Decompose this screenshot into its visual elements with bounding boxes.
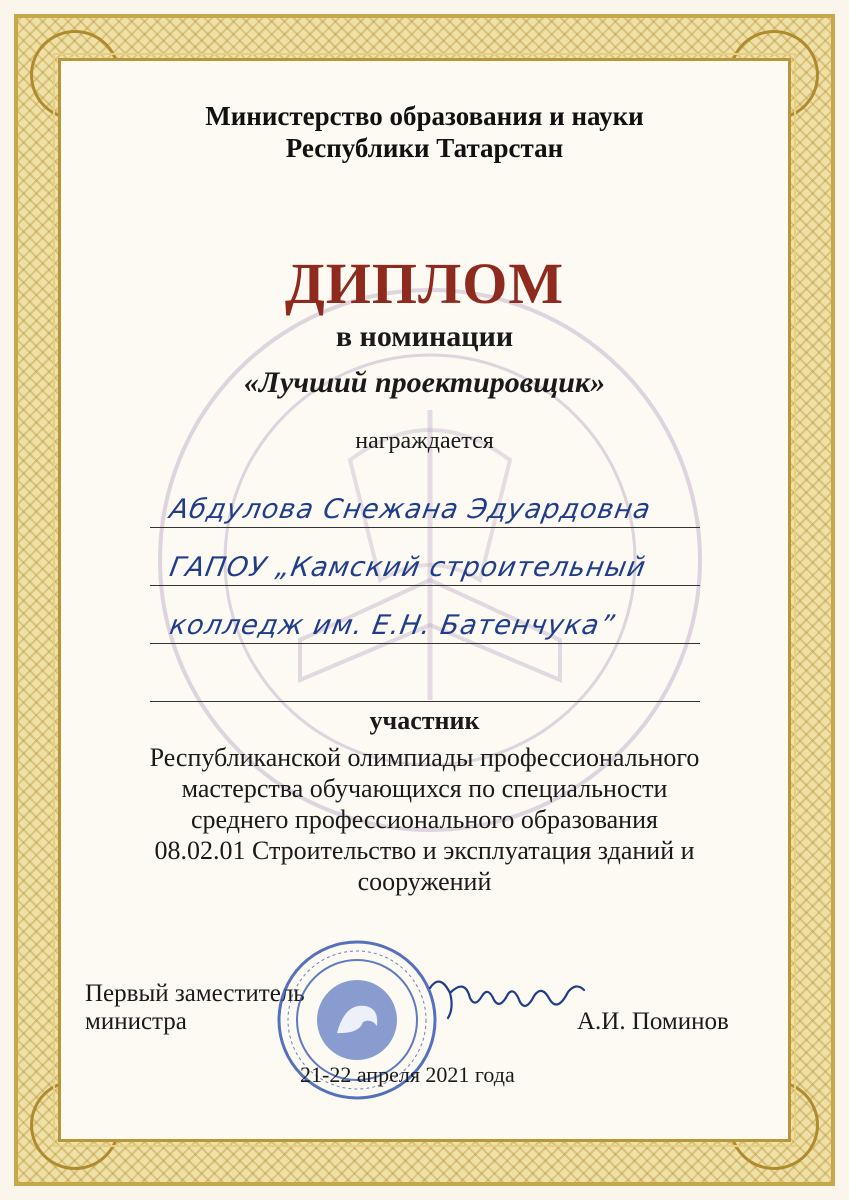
recipient-line: [150, 470, 700, 528]
participant-line-1: Республиканской олимпиады профессионального: [149, 743, 700, 772]
recipient-lines: [150, 470, 700, 702]
recipient-org-line-2: колледж им. Е.Н. Батенчука”: [167, 610, 618, 641]
recipient-name: Абдулова Снежана Эдуардовна: [167, 494, 654, 525]
nomination-name: «Лучший проектировщик»: [243, 366, 606, 399]
issue-date: 21-22 апреля 2021 года: [300, 1062, 515, 1087]
participant-line-3: среднего профессионального образования: [191, 805, 658, 834]
recipient-line: [150, 644, 700, 702]
ministry-line-1: Министерство образования и науки: [205, 101, 644, 131]
nomination-prefix: в номинации: [335, 320, 514, 353]
recipient-line: [150, 586, 700, 644]
ministry-line-2: Республики Татарстан: [285, 133, 564, 163]
ministry-header: [0, 100, 849, 164]
participant-heading: участник: [369, 706, 480, 735]
participant-line-5: сооружений: [357, 867, 492, 896]
recipient-line: [150, 528, 700, 586]
handwritten-signature-icon: [420, 968, 590, 1028]
participant-line-4: 08.02.01 Строительство и эксплуатация зданий и: [154, 836, 695, 865]
signatory-position: [85, 980, 305, 1036]
position-line-1: Первый заместитель: [85, 980, 305, 1007]
signatory-name: А.И. Поминов: [577, 1008, 729, 1035]
participant-line-2: мастерства обучающихся по специальности: [181, 774, 668, 803]
diploma-title: ДИПЛОМ: [284, 251, 565, 316]
recipient-org-line-1: ГАПОУ „Камский строительный: [167, 552, 649, 583]
awarded-label: награждается: [355, 428, 494, 454]
position-line-2: министра: [85, 1008, 187, 1035]
participant-description: [0, 742, 849, 897]
